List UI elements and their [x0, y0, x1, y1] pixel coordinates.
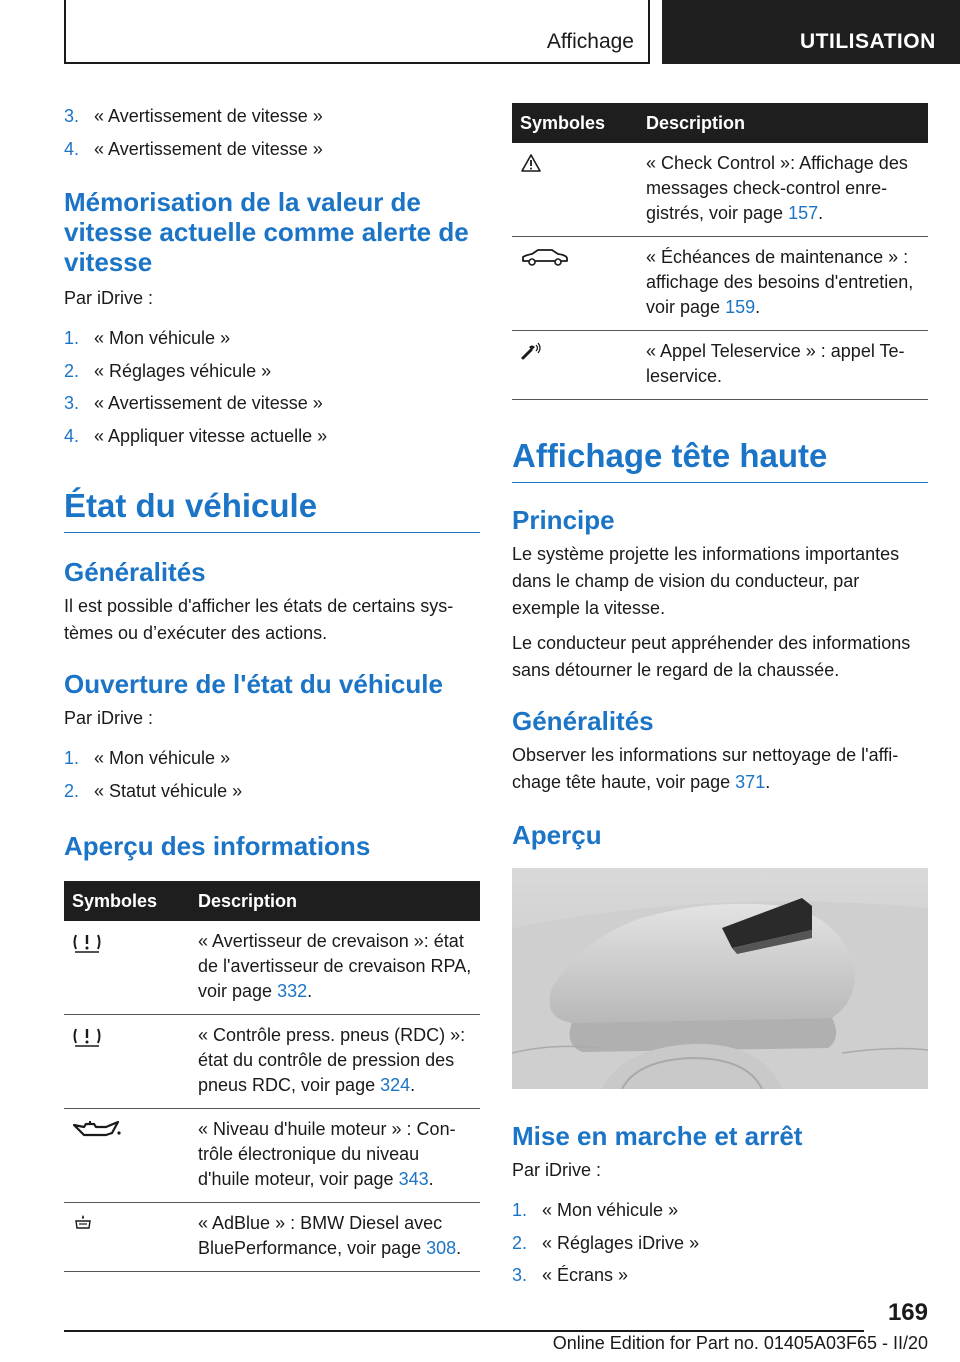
list-item: 4. « Avertissement de vitesse »: [64, 138, 323, 159]
hud-general-heading: Généralités: [512, 706, 654, 736]
page-link-324[interactable]: 324: [380, 1075, 411, 1095]
table-row: « Check Control »: Affichage des messages check-control enregistrés, voir page 157.: [512, 143, 928, 237]
tire-pressure-warning-icon: [72, 937, 102, 957]
header-bottom-rule: [64, 62, 650, 64]
table-header-row: [512, 103, 928, 143]
page-number: 169: [887, 1299, 928, 1326]
table-row: « Échéances de maintenance » : affichage des besoins d'entretien, voir page 159.: [512, 237, 928, 331]
memorize-intro: Par iDrive :: [64, 288, 154, 308]
page-link-157[interactable]: 157: [788, 203, 819, 223]
list-item: 1. « Mon véhicule »: [64, 328, 231, 348]
on-off-steps: [512, 1194, 928, 1292]
header-chapter-tab[interactable]: UTILISATION: [662, 0, 960, 64]
principle-paragraph-1: Le système projette les informations importantes dans le champ de vision du conducteur, par exemple la vitesse.: [512, 544, 900, 618]
teleservice-wrench-icon: [520, 345, 544, 365]
principle-heading: Principe: [512, 505, 615, 535]
open-status-heading: Ouverture de l'état du véhicule: [64, 669, 443, 699]
vehicle-status-heading: État du véhicule: [64, 486, 480, 533]
hud-general-text: Observer les informations sur nettoyage de l'affichage tête haute, voir page 371.: [512, 745, 899, 792]
table-row: « AdBlue » : BMW Diesel avec BluePerformance, voir page 308.: [64, 1203, 480, 1272]
dashboard-hud-illustration: [512, 868, 928, 1089]
memorize-steps: [64, 322, 480, 452]
overview-heading: Aperçu des informations: [64, 831, 371, 861]
tire-pressure-control-icon: [72, 1031, 102, 1051]
status-symbols-table: [64, 881, 480, 1272]
list-item: 3. « Écrans »: [512, 1265, 629, 1285]
general-heading: Généralités: [64, 557, 206, 587]
header-left-rule: [64, 0, 66, 64]
page-link-332[interactable]: 332: [277, 981, 308, 1001]
open-status-intro: Par iDrive :: [64, 708, 154, 728]
warning-triangle-icon: [520, 157, 542, 177]
list-item: 3. « Avertissement de vitesse »: [64, 393, 323, 413]
list-item: 3. « Avertissement de vitesse »: [64, 106, 323, 126]
table-header-row: [64, 881, 480, 921]
page-link-308[interactable]: 308: [426, 1238, 457, 1258]
edition-footer: Online Edition for Part no. 01405A03F65 - II/20: [552, 1333, 928, 1353]
left-column: [64, 100, 480, 1272]
column-header-description: Description: [638, 103, 928, 143]
general-text: Il est possible d'afficher les états de certains systèmes ou d’exécuter des actions.: [64, 596, 454, 643]
table-row: « Contrôle press. pneus (RDC) »: état du contrôle de pression des pneus RDC, voir page 324.: [64, 1015, 480, 1109]
list-item: 1. « Mon véhicule »: [64, 748, 231, 768]
page-link-371[interactable]: 371: [735, 772, 766, 792]
list-item: 2. « Statut véhicule »: [64, 780, 243, 801]
memorize-speed-heading: Mémorisation de la valeur de vitesse actuelle comme alerte de vitesse: [64, 187, 469, 277]
list-item: 2. « Réglages véhicule »: [64, 360, 272, 381]
status-symbols-table-continued: [512, 103, 928, 400]
adblue-icon: [72, 1215, 94, 1235]
car-service-icon: [520, 251, 570, 271]
list-item: 2. « Réglages iDrive »: [512, 1232, 700, 1253]
table-row: « Avertisseur de crevaison »: état de l'avertisseur de crevaison RPA, voir page 332.: [64, 921, 480, 1015]
header-section-title: Affichage: [546, 30, 634, 53]
header-right-rule: [648, 0, 650, 64]
hud-overview-heading: Aperçu: [512, 820, 602, 850]
right-column: [512, 103, 928, 1292]
page-link-343[interactable]: 343: [398, 1169, 429, 1189]
on-off-intro: Par iDrive :: [512, 1160, 602, 1180]
on-off-heading: Mise en marche et arrêt: [512, 1121, 803, 1151]
column-header-symbols: Symboles: [512, 103, 638, 143]
column-header-description: Description: [190, 881, 480, 921]
principle-paragraph-2: Le conducteur peut appréhender des informations sans détourner le regard de la chaussée.: [512, 633, 911, 680]
table-row: « Niveau d'huile moteur » : Contrôle électronique du niveau d'huile moteur, voir page 343.: [64, 1109, 480, 1203]
oil-can-icon: [72, 1125, 124, 1145]
list-item: 1. « Mon véhicule »: [512, 1200, 679, 1220]
list-item: 4. « Appliquer vitesse actuelle »: [64, 425, 328, 446]
page-link-159[interactable]: 159: [725, 297, 756, 317]
table-row: « Appel Teleservice » : appel Teleservice.: [512, 331, 928, 400]
open-status-steps: [64, 742, 480, 807]
speed-warning-steps-continued: [64, 100, 480, 165]
footer-rule: [64, 1330, 864, 1332]
head-up-display-photo: [512, 868, 928, 1089]
column-header-symbols: Symboles: [64, 881, 190, 921]
head-up-display-heading: Affichage tête haute: [512, 436, 928, 483]
